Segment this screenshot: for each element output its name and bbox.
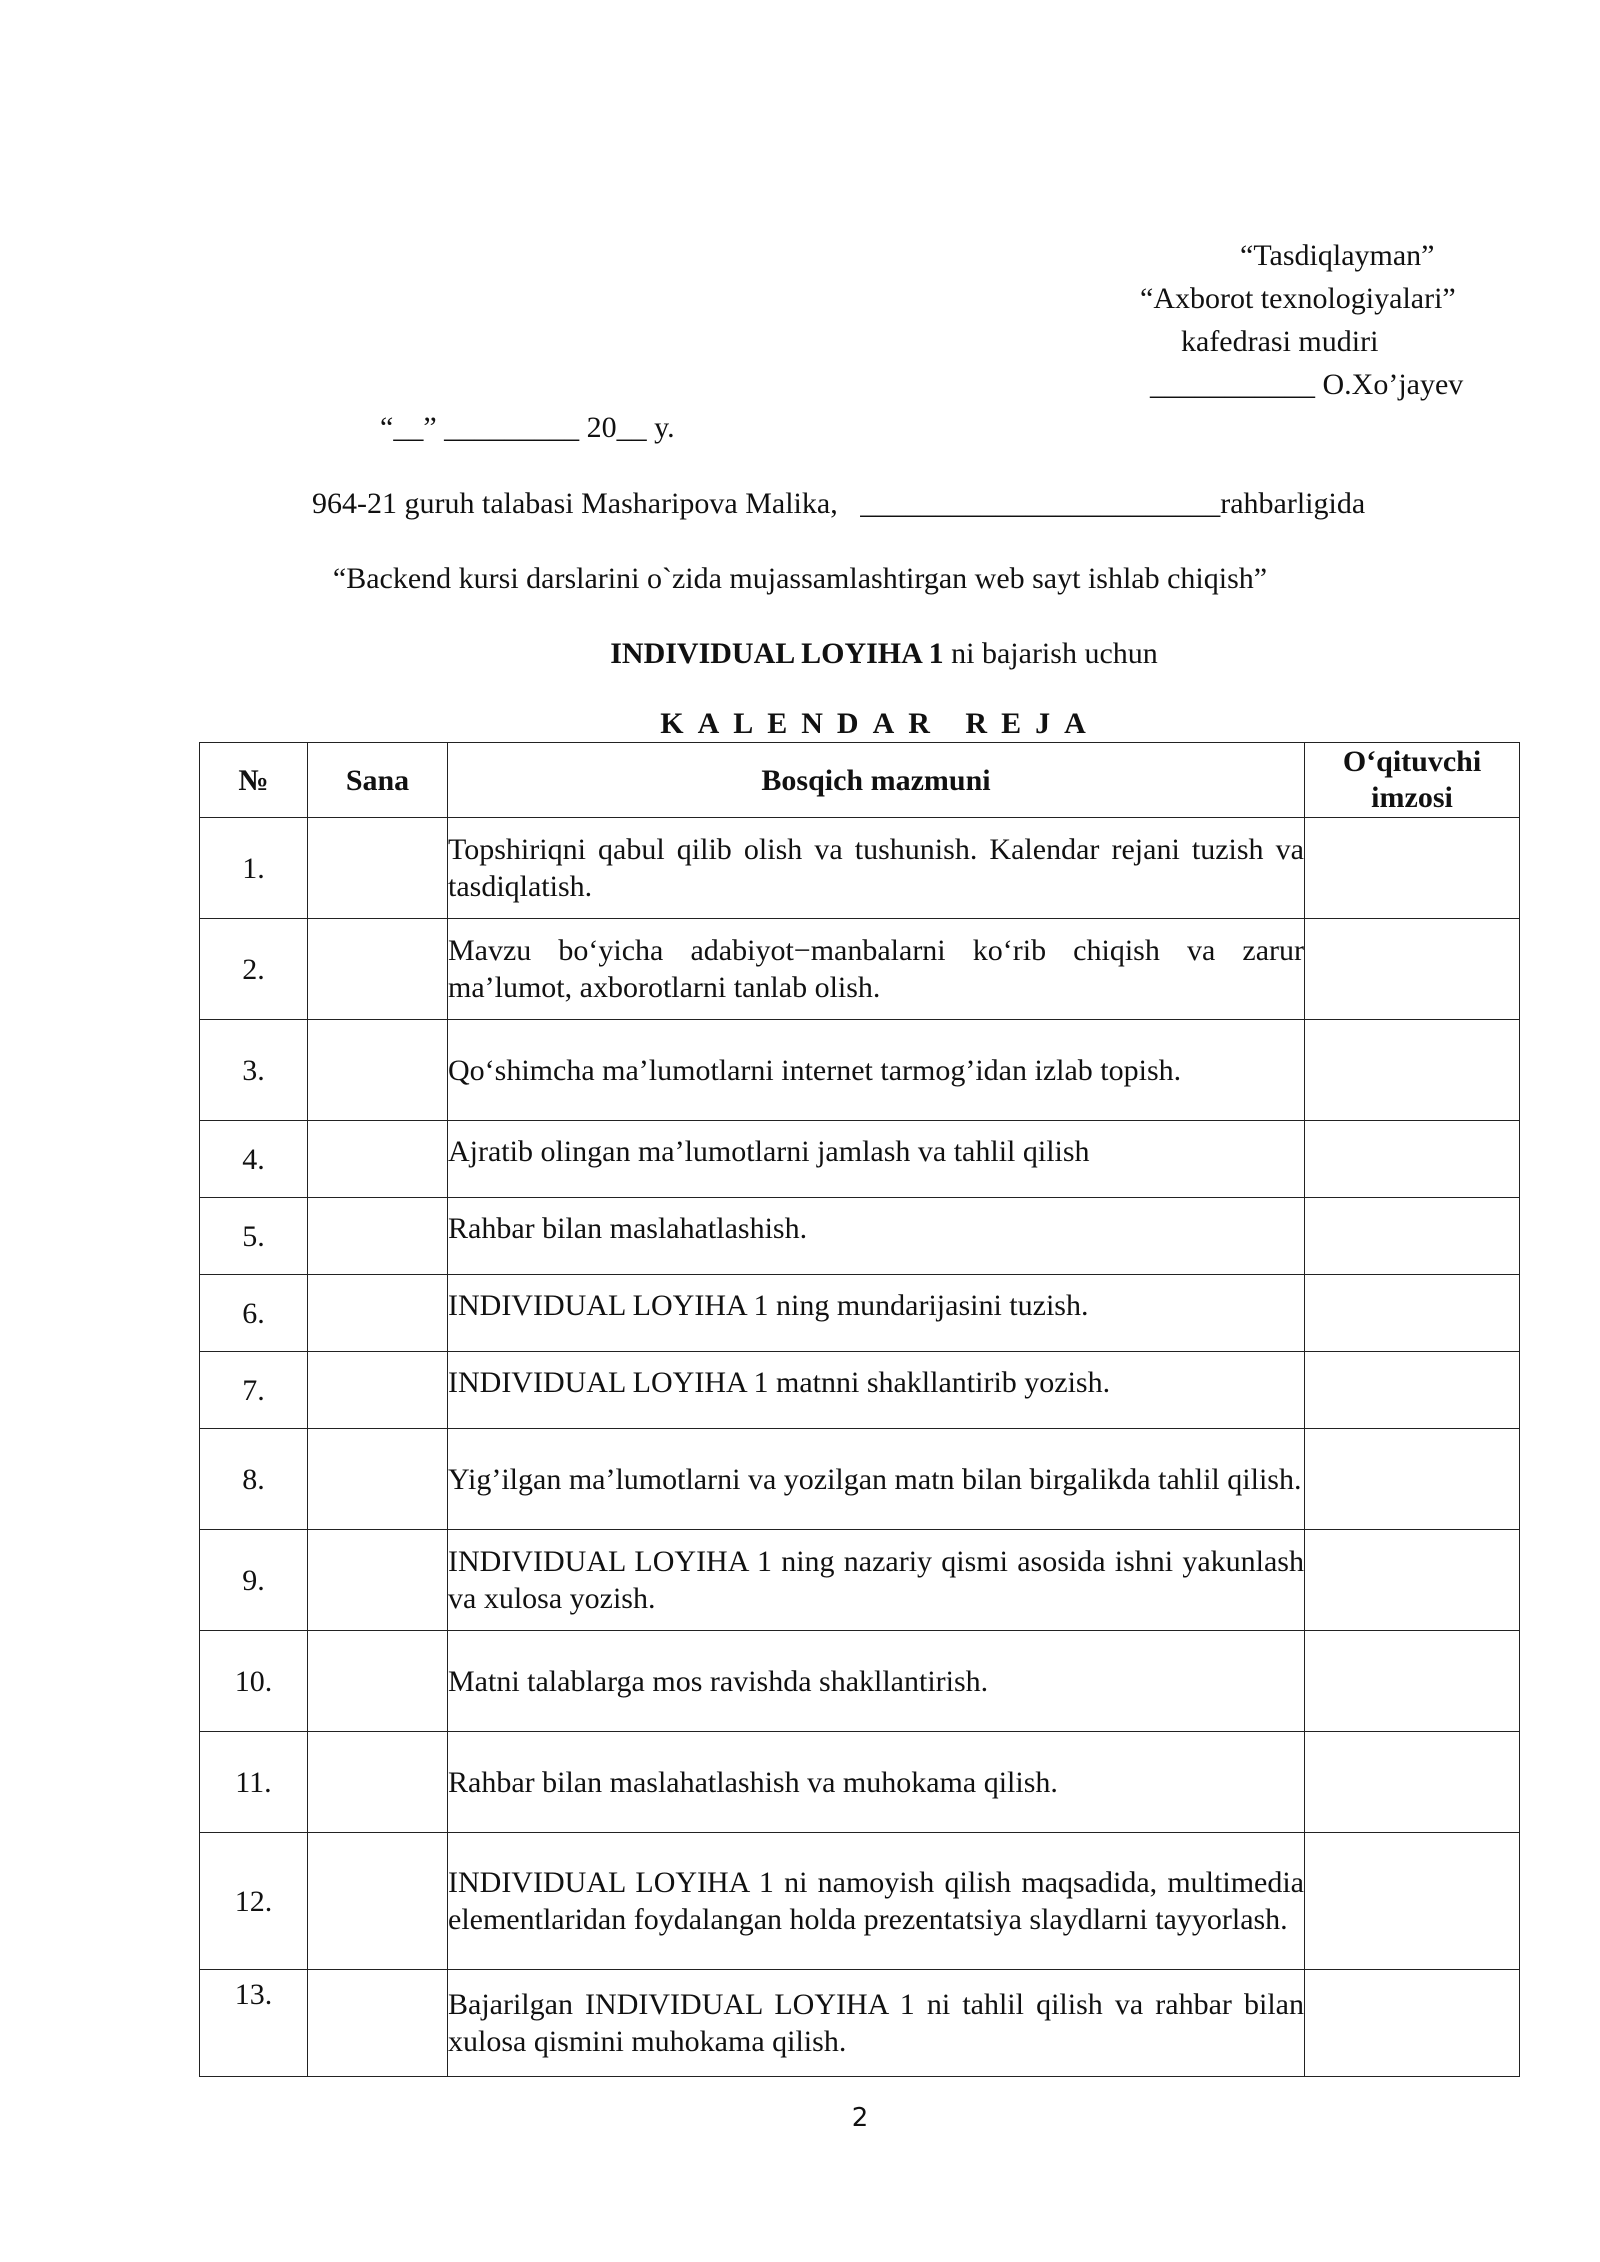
page-number: 2: [851, 2103, 869, 2133]
calendar-plan-table: [199, 742, 1520, 2077]
table-row: [200, 1198, 1520, 1275]
table-row: [200, 1352, 1520, 1429]
approval-head: kafedrasi mudiri: [1181, 325, 1379, 358]
row-content: INDIVIDUAL LOYIHA 1 ning mundarijasini tuzish.: [448, 1275, 1305, 1352]
row-date-cell: [308, 1352, 448, 1429]
row-number: 9.: [200, 1530, 308, 1631]
project-purpose: ni bajarish uchun: [943, 637, 1158, 670]
row-content: Qo‘shimcha ma’lumotlarni internet tarmog’idan izlab topish.: [448, 1020, 1305, 1121]
row-content: Mavzu bo‘yicha adabiyot−manbalarni ko‘rib chiqish va zarur ma’lumot, axborotlarni tanlab olish.: [448, 919, 1305, 1020]
row-content: Rahbar bilan maslahatlashish va muhokama qilish.: [448, 1732, 1305, 1833]
approval-title: “Tasdiqlayman”: [1240, 239, 1435, 272]
header-date: Sana: [308, 743, 448, 818]
row-signature-cell: [1305, 1020, 1520, 1121]
header-signature: O‘qituvchi imzosi: [1305, 743, 1520, 818]
row-date-cell: [308, 1429, 448, 1530]
row-signature-cell: [1305, 919, 1520, 1020]
row-content: Topshiriqni qabul qilib olish va tushunish. Kalendar rejani tuzish va tasdiqlatish.: [448, 818, 1305, 919]
row-signature-cell: [1305, 1631, 1520, 1732]
table-row: [200, 1631, 1520, 1732]
table-body: [200, 818, 1520, 2077]
table-row: [200, 1732, 1520, 1833]
row-content: INDIVIDUAL LOYIHA 1 ni namoyish qilish maqsadida, multimedia elementlaridan foydalangan holda prezentatsiya slaydlarni tayyorlash.: [448, 1833, 1305, 1970]
row-content: Matni talablarga mos ravishda shakllantirish.: [448, 1631, 1305, 1732]
table-row: [200, 1121, 1520, 1198]
row-date-cell: [308, 1631, 448, 1732]
row-date-cell: [308, 1275, 448, 1352]
table-row: [200, 818, 1520, 919]
row-number: 8.: [200, 1429, 308, 1530]
row-content: Ajratib olingan ma’lumotlarni jamlash va tahlil qilish: [448, 1121, 1305, 1198]
table-row: [200, 1429, 1520, 1530]
table-row: [200, 919, 1520, 1020]
row-signature-cell: [1305, 1732, 1520, 1833]
row-signature-cell: [1305, 818, 1520, 919]
row-signature-cell: [1305, 1352, 1520, 1429]
row-number: 7.: [200, 1352, 308, 1429]
row-number: 2.: [200, 919, 308, 1020]
project-line: [0, 632, 1600, 675]
row-date-cell: [308, 1732, 448, 1833]
row-content: Yig’ilgan ma’lumotlarni va yozilgan matn bilan birgalikda tahlil qilish.: [448, 1429, 1305, 1530]
approval-signature-line: ___________ O.Xo’jayev: [1150, 368, 1464, 401]
row-signature-cell: [1305, 1275, 1520, 1352]
row-number: 3.: [200, 1020, 308, 1121]
row-number: 11.: [200, 1732, 308, 1833]
row-signature-cell: [1305, 1429, 1520, 1530]
table-row: [200, 1833, 1520, 1970]
project-name: INDIVIDUAL LOYIHA 1: [610, 637, 944, 670]
table-row: [200, 1530, 1520, 1631]
row-date-cell: [308, 1833, 448, 1970]
header-number: №: [200, 743, 308, 818]
row-date-cell: [308, 1020, 448, 1121]
row-number: 4.: [200, 1121, 308, 1198]
approval-block: [1140, 234, 1520, 406]
row-content: INDIVIDUAL LOYIHA 1 matnni shakllantirib yozish.: [448, 1352, 1305, 1429]
row-content: INDIVIDUAL LOYIHA 1 ning nazariy qismi asosida ishni yakunlash va xulosa yozish.: [448, 1530, 1305, 1631]
header-content: Bosqich mazmuni: [448, 743, 1305, 818]
row-content: Rahbar bilan maslahatlashish.: [448, 1198, 1305, 1275]
row-number: 5.: [200, 1198, 308, 1275]
row-number: 10.: [200, 1631, 308, 1732]
row-signature-cell: [1305, 1121, 1520, 1198]
table-header-row: [200, 743, 1520, 818]
student-line: 964-21 guruh talabasi Masharipova Malika, ________________________rahbarligida: [312, 487, 1366, 520]
row-signature-cell: [1305, 1198, 1520, 1275]
row-date-cell: [308, 1970, 448, 2077]
row-signature-cell: [1305, 1970, 1520, 2077]
row-date-cell: [308, 1198, 448, 1275]
row-number: 6.: [200, 1275, 308, 1352]
row-date-cell: [308, 1121, 448, 1198]
date-line: “__” _________ 20__ y.: [380, 411, 675, 444]
table-row: [200, 1275, 1520, 1352]
row-number: 12.: [200, 1833, 308, 1970]
table-row: [200, 1020, 1520, 1121]
row-number: 1.: [200, 818, 308, 919]
calendar-title: KALENDAR REJA: [660, 707, 1100, 740]
row-date-cell: [308, 1530, 448, 1631]
row-date-cell: [308, 919, 448, 1020]
approval-department: “Axborot texnologiyalari”: [1140, 282, 1456, 315]
row-date-cell: [308, 818, 448, 919]
project-topic: “Backend kursi darslarini o`zida mujassamlashtirgan web sayt ishlab chiqish”: [332, 562, 1268, 595]
row-content: Bajarilgan INDIVIDUAL LOYIHA 1 ni tahlil qilish va rahbar bilan xulosa qismini muhokama qilish.: [448, 1970, 1305, 2077]
row-number: 13.: [200, 1970, 308, 2077]
table-row: [200, 1970, 1520, 2077]
row-signature-cell: [1305, 1833, 1520, 1970]
row-signature-cell: [1305, 1530, 1520, 1631]
